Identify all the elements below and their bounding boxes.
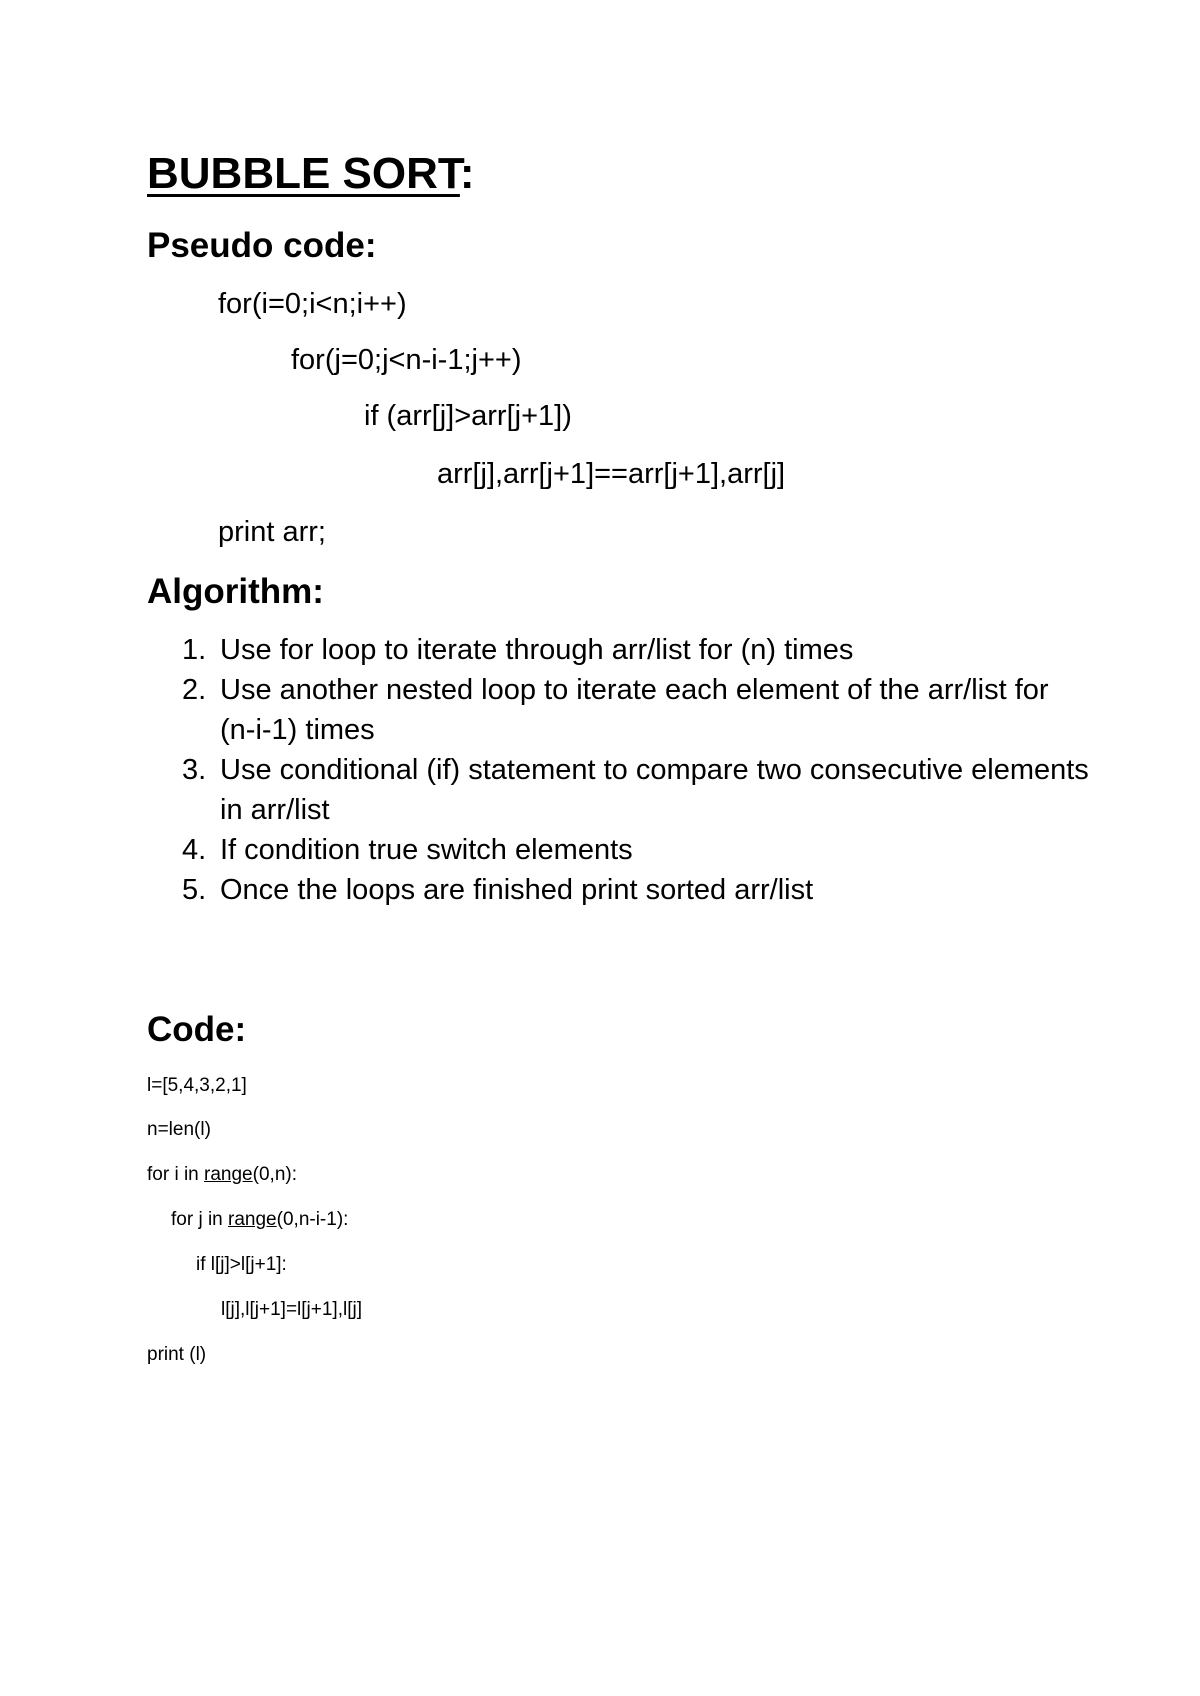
code-line-inner-loop	[171, 1208, 348, 1232]
pseudo-line-swap: arr[j],arr[j+1]==arr[j+1],arr[j]	[437, 458, 786, 490]
code-function-range: range	[228, 1209, 277, 1230]
code-line-swap: l[j],l[j+1]=l[j+1],l[j]	[221, 1299, 362, 1320]
code-line-print: print (l)	[147, 1344, 207, 1365]
step-number: 2.	[182, 674, 207, 706]
pseudo-line-inner-loop: for(j=0;j<n-i-1;j++)	[291, 344, 522, 376]
code-function-range: range	[204, 1164, 253, 1185]
code-keyword-text: for j in	[171, 1209, 229, 1230]
code-heading: Code:	[147, 1010, 247, 1049]
pseudo-line-condition: if (arr[j]>arr[j+1])	[364, 400, 572, 432]
algorithm-heading: Algorithm:	[147, 572, 324, 611]
step-number: 3.	[182, 754, 207, 786]
step-number: 4.	[182, 834, 207, 866]
code-line-list: l=[5,4,3,2,1]	[147, 1075, 247, 1096]
step-number: 5.	[182, 874, 207, 906]
pseudo-line-print: print arr;	[218, 516, 326, 548]
algorithm-step	[172, 630, 1092, 670]
pseudo-line-outer-loop: for(i=0;i<n;i++)	[218, 288, 407, 320]
title-text: BUBBLE SORT	[147, 149, 460, 198]
step-text: Use for loop to iterate through arr/list for (n) times	[220, 634, 854, 666]
step-text: Use conditional (if) statement to compare two consecutive elements in arr/list	[220, 754, 1089, 826]
algorithm-step	[172, 750, 1092, 830]
algorithm-step	[172, 870, 1092, 910]
code-args-text: (0,n):	[252, 1164, 297, 1185]
code-line-condition: if l[j]>l[j+1]:	[196, 1254, 287, 1275]
step-text: Use another nested loop to iterate each element of the arr/list for (n-i-1) times	[220, 674, 1049, 746]
step-text: If condition true switch elements	[220, 834, 633, 866]
code-line-len: n=len(l)	[147, 1119, 211, 1140]
title-colon: :	[459, 149, 475, 198]
algorithm-steps-list	[172, 630, 1092, 910]
algorithm-step	[172, 670, 1092, 750]
pseudo-code-heading: Pseudo code:	[147, 226, 377, 265]
step-text: Once the loops are finished print sorted arr/list	[220, 874, 814, 906]
algorithm-step	[172, 830, 1092, 870]
code-line-outer-loop	[147, 1163, 297, 1187]
step-number: 1.	[182, 634, 207, 666]
code-args-text: (0,n-i-1):	[276, 1209, 349, 1230]
code-keyword-text: for i in	[147, 1164, 205, 1185]
document-title	[147, 146, 475, 202]
